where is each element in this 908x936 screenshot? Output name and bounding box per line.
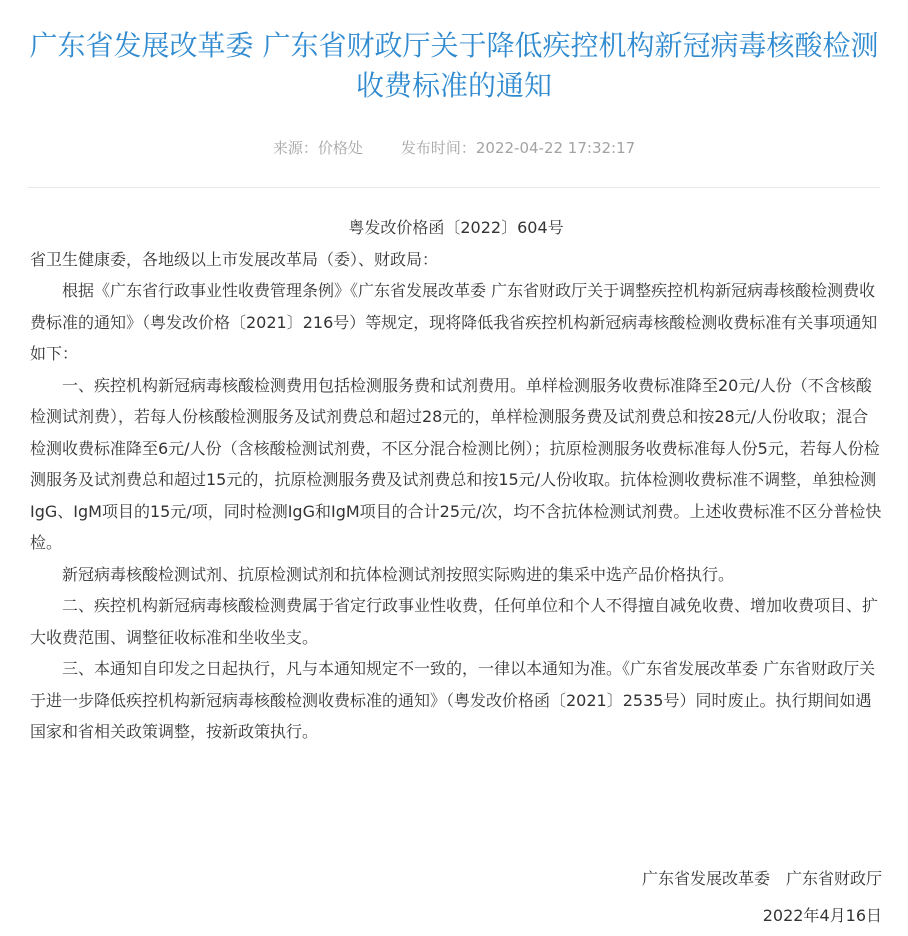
publish-time-label: 发布时间： [400, 139, 476, 157]
paragraph-intro: 根据《广东省行政事业性收费管理条例》《广东省发展改革委 广东省财政厅关于调整疾控机构新冠病毒核酸检测费收费标准的通知》（粤发改价格〔2021〕216号）等规定，现将降低我省疾控机构新冠病毒核酸检测收费标准有关事项通知如下： [30, 281, 878, 363]
paragraph-item-3: 三、本通知自印发之日起执行，凡与本通知规定不一致的，一律以本通知为准。《广东省发展改革委 广东省财政厅关于进一步降低疾控机构新冠病毒核酸检测收费标准的通知》（粤发改价格函〔2021〕2535号）同时废止。执行期间如遇国家和省相关政策调整，按新政策执行。 [30, 659, 876, 741]
signature-block [642, 860, 882, 934]
paragraph-reagent-pricing: 新冠病毒核酸检测试剂、抗原检测试剂和抗体检测试剂按照实际购进的集采中选产品价格执行。 [62, 564, 735, 584]
paragraph-item-2: 二、疾控机构新冠病毒核酸检测费属于省定行政事业性收费，任何单位和个人不得擅自减免收费、增加收费项目、扩大收费范围、调整征收标准和坐收坐支。 [30, 596, 879, 647]
article-meta [0, 137, 908, 159]
article-title: 广东省发展改革委 广东省财政厅关于降低疾控机构新冠病毒核酸检测收费标准的通知 [29, 29, 879, 102]
title-divider [28, 187, 880, 188]
paragraph-item-1: 一、疾控机构新冠病毒核酸检测费用包括检测服务费和试剂费用。单样检测服务收费标准降至20元/人份（不含核酸检测试剂费），若每人份核酸检测服务及试剂费总和超过28元的，单样检测服务费及试剂费总和按28元/人份收取；混合检测收费标准降至6元/人份（含核酸检测试剂费，不区分混合检测比例）；抗原检测服务收费标准每人份5元，若每人份检测服务及试剂费总和超过15元的，抗原检测服务费及试剂费总和按15元/人份收取。抗体检测收费标准不调整，单独检测IgG、IgM项目的15元/项，同时检测IgG和IgM项目的合计25元/次，均不含抗体检测试剂费。上述收费标准不区分普检快检。 [30, 375, 882, 552]
article-body [30, 212, 882, 748]
issue-date: 2022年4月16日 [762, 906, 882, 925]
signatory: 广东省发展改革委 广东省财政厅 [641, 869, 882, 888]
source-value: 价格处 [317, 139, 363, 157]
publish-time-value: 2022-04-22 17:32:17 [475, 139, 636, 157]
addressee-line: 省卫生健康委，各地级以上市发展改革局（委）、财政局： [30, 249, 439, 269]
source-label: 来源： [272, 139, 318, 157]
document-number: 粤发改价格函〔2022〕604号 [348, 218, 564, 237]
